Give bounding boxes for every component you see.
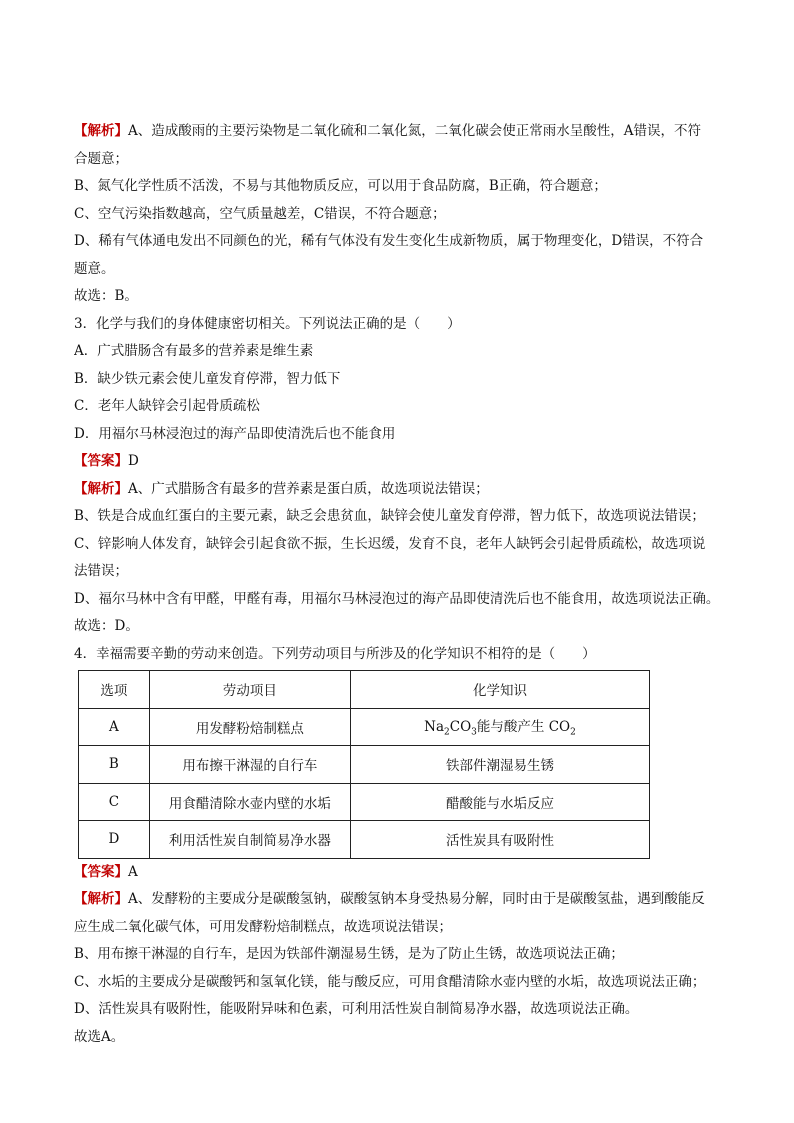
table-header-cell: 化学知识 [351,671,650,709]
document-page [74,118,726,1051]
table-header-row [79,671,650,709]
table-cell-item: 利用活性炭自制简易净水器 [149,821,350,859]
q4-choice: 故选A。 [74,1028,125,1045]
table-header-cell: 选项 [79,671,150,709]
table-cell-knowledge: 活性炭具有吸附性 [351,821,650,859]
table-row [79,821,650,859]
table-cell-knowledge: $Na_2CO_3$能与酸产生 $CO_2$ [351,708,650,746]
q3-option-c: C．老年人缺锌会引起骨质疏松 [74,398,260,414]
table-row [79,783,650,821]
q2-analysis-line-4b: 题意。 [74,260,115,277]
q4-analysis-line-3: B、用布擦干淋湿的自行车，是因为铁部件潮湿易生锈，是为了防止生锈，故选项说法正确； [74,946,624,962]
q2-analysis-line-2: B、氮气化学性质不活泼，不易与其他物质反应，可以用于食品防腐，B正确，符合题意； [74,178,607,194]
q2-analysis-line-1: 【解析】A、造成酸雨的主要污染物是二氧化硫和二氧化氮，二氧化碳会使正常雨水呈酸性，A错误，不符 [74,123,701,139]
q3-answer: 【答案】D [74,453,139,469]
q4-table [78,670,650,859]
answer-tag: 【答案】 [74,863,128,880]
q3-option-b: B．缺少铁元素会使儿童发育停滞，智力低下 [74,370,341,387]
q3-analysis-line-4: D、福尔马林中含有甲醛，甲醛有毒，用福尔马林浸泡过的海产品即使清洗后也不能食用，故选项说法正确。 [74,590,720,607]
q4-analysis-line-4: C、水垢的主要成分是碳酸钙和氢氧化镁，能与酸反应，可用食醋清除水壶内壁的水垢，故选项说法正确； [74,973,706,990]
table-cell-option: B [79,746,150,784]
table-cell-option: C [79,783,150,821]
table-row [79,746,650,784]
analysis-tag: 【解析】 [74,123,128,139]
answer-tag: 【答案】 [74,453,128,469]
q2-analysis-line-1b: 合题意； [74,150,128,167]
q3-analysis-line-3: C、锌影响人体发育，缺锌会引起食欲不振，生长迟缓，发育不良，老年人缺钙会引起骨质疏松，故选项说 [74,535,706,552]
q4-stem: 4．幸福需要辛勤的劳动来创造。下列劳动项目与所涉及的化学知识不相符的是（ ） [74,645,596,662]
table-header-cell: 劳动项目 [149,671,350,709]
q4-analysis-line-2: 应生成二氧化碳气体，可用发酵粉焙制糕点，故选项说法错误； [74,918,452,935]
q3-option-d: D．用福尔马林浸泡过的海产品即使清洗后也不能食用 [74,425,396,442]
q4-analysis-line-5: D、活性炭具有吸附性，能吸附异味和色素，可利用活性炭自制简易净水器，故选项说法正确。 [74,1001,639,1017]
q3-stem: 3．化学与我们的身体健康密切相关。下列说法正确的是（ ） [74,315,461,332]
q3-choice: 故选：D。 [74,618,139,634]
table-cell-option: D [79,821,150,859]
table-cell-item: 用发酵粉焙制糕点 [149,708,350,746]
table-cell-item: 用布擦干淋湿的自行车 [149,746,350,784]
q2-choice: 故选：B。 [74,288,138,304]
table-cell-knowledge: 铁部件潮湿易生锈 [351,746,650,784]
analysis-tag: 【解析】 [74,891,128,907]
table-cell-option: A [79,708,150,746]
q2-analysis-line-4: D、稀有气体通电发出不同颜色的光，稀有气体没有发生变化生成新物质，属于物理变化，D错误，不符合 [74,233,704,249]
q2-analysis-line-3: C、空气污染指数越高，空气质量越差，C错误，不符合题意； [74,205,446,222]
q3-analysis-line-1: 【解析】A、广式腊肠含有最多的营养素是蛋白质，故选项说法错误； [74,480,489,497]
q3-analysis-line-3b: 法错误； [74,563,128,579]
table-row [79,708,650,746]
q3-analysis-line-2: B、铁是合成血红蛋白的主要元素，缺乏会患贫血，缺锌会使儿童发育停滞，智力低下，故选项说法错误； [74,508,705,524]
analysis-tag: 【解析】 [74,480,128,497]
table-cell-knowledge: 醋酸能与水垢反应 [351,783,650,821]
table-cell-item: 用食醋清除水壶内壁的水垢 [149,783,350,821]
q4-analysis-line-1: 【解析】A、发酵粉的主要成分是碳酸氢钠，碳酸氢钠本身受热易分解，同时由于是碳酸氢盐，遇到酸能反 [74,891,705,907]
q4-answer: 【答案】A [74,863,138,880]
q3-option-a: A．广式腊肠含有最多的营养素是维生素 [74,343,314,359]
